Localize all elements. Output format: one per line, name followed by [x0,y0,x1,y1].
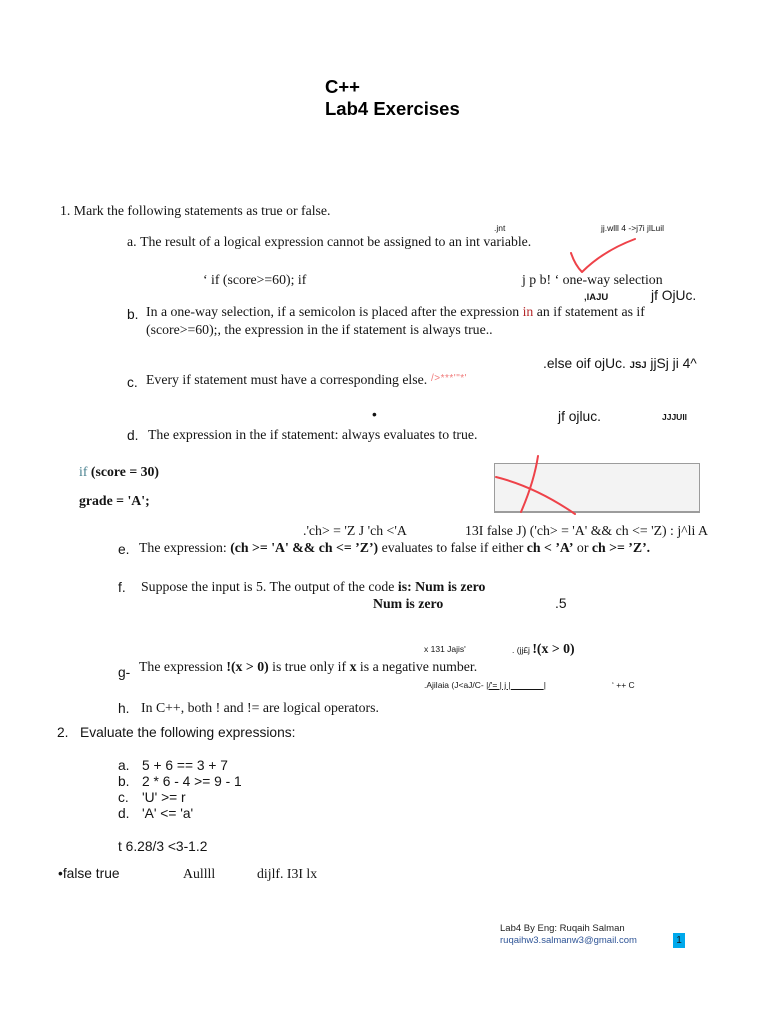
annotation-line [424,681,546,690]
expression-text: 5 + 6 == 3 + 7 [142,758,228,773]
annotation-text: 13I false J) ('ch> = 'A' && ch <= 'Z) : j^li A [465,523,708,538]
annotation-text: jjSj ji 4^ [646,356,697,371]
statement-label: e. [118,542,130,557]
annotation-text: dijlf. I3I lx [257,866,318,881]
annotation-text: Aullll [183,866,216,881]
code-assignment-line: grade = 'A'; [79,493,150,508]
statement-c: Every if statement must have a corresponding else. [146,372,428,387]
annotation-text: •false true [58,866,120,881]
code-expression: ch < ’A’ [526,540,574,555]
expression-label: c. [118,790,129,805]
expression-text: 2 * 6 - 4 >= 9 - 1 [142,774,242,789]
annotation-code: !(x > 0) [532,641,575,656]
annotation-text: .5 [555,596,567,611]
annotation-line [543,357,697,371]
code-expression: (ch >= 'A' && ch <= ’Z’) [230,540,379,555]
annotation-bullet: • [372,407,377,422]
statement-text: evaluates to false if either [378,540,527,555]
statement-text: is a negative number. [356,659,478,674]
annotation-text: . (jj£j [512,645,533,655]
statement-text: In a one-way selection, if a semicolon is placed after the expression [146,304,523,319]
statement-label: a. [127,234,137,249]
expression-label: d. [118,806,130,821]
red-check-mark [571,239,635,272]
course-language-heading: C++ [325,76,360,97]
statement-f [141,580,485,594]
statement-g [139,660,477,674]
answer-box [494,463,700,513]
statement-d: The expression in the if statement: always evaluates to true. [148,427,478,442]
annotation-text: |/'= | j |_______| [486,680,546,690]
statement-b-line-2: (score>=60);, the expression in the if statement is always true.. [146,322,493,337]
page-title: Lab4 Exercises [325,98,460,119]
statement-e [139,541,650,555]
statement-h: In C++, both ! and != are logical operators. [141,700,379,715]
statement-text: The expression [139,659,227,674]
annotation-text: .'ch> = 'Z J 'ch <'A [303,523,407,538]
question-1-heading: 1. Mark the following statements as true or false. [60,203,331,218]
annotation-text: ,lAJU [584,292,609,303]
annotation-text: jf ojluc. [558,409,601,424]
annotation-text: JSJ [629,360,647,371]
annotation-text: .else oif ojUc. [543,356,630,371]
statement-text: or [573,540,592,555]
code-condition: (score = 30) [87,464,160,479]
footer-email-link[interactable]: ruqaihw3.salmanw3@gmail.com [500,935,637,946]
code-output: is: Num is zero [397,579,486,594]
statement-text: Suppose the input is 5. The output of the code [141,579,398,594]
annotation-text: jf OjUc. [651,288,697,303]
annotation-text: x 131 Jajis' [424,644,466,654]
annotation-text: .Ajilaia (J<aJ/C- [424,680,487,690]
annotation-text: .jnt [494,223,506,233]
expression-label: a. [118,758,130,773]
code-keyword: if [79,464,88,479]
expression-text: 'A' <= 'a' [142,806,194,821]
statement-label: d. [127,428,139,443]
annotation-text: j p b! ‘ one-way selection [522,272,663,287]
statement-text: The expression: [139,540,231,555]
statement-text: The result of a logical expression cannot be assigned to an int variable. [140,234,532,249]
footer-author: Lab4 By Eng: Ruqaih Salman [500,923,625,934]
question-2-prompt: Evaluate the following expressions: [80,725,296,740]
code-if-line [79,465,159,479]
annotation-text: t 6.28/3 <3-1.2 [118,839,208,854]
code-expression: !(x > 0) [226,659,269,674]
statement-label: f. [118,580,126,595]
statement-label: g- [118,665,131,680]
code-expression: ch >= ’Z’. [591,540,651,555]
statement-text: is true only if [268,659,350,674]
expression-text: 'U' >= r [142,790,186,805]
statement-label: c. [127,375,138,390]
annotation-text: jj.wlll 4 ->j7i jlLuil [601,223,665,233]
annotation-line [512,642,575,656]
code-output-repeat: Num is zero [373,596,444,611]
statement-label: h. [118,701,130,716]
annotation-text: JJJUll [662,412,688,422]
statement-a [127,235,531,249]
highlighted-word: in [522,304,534,319]
statement-label: b. [127,307,139,322]
statement-b-line-1 [146,305,645,319]
page-number-badge: 1 [673,933,685,948]
expression-label: b. [118,774,130,789]
code-variable: x [349,659,357,674]
question-2-number: 2. [57,725,69,740]
annotation-text: ‘ if (score>=60); if [203,272,307,287]
annotation-text: ‘ ++ C [612,680,635,690]
statement-text: an if statement as if [533,304,645,319]
scribble-mark: />***'"*' [431,373,468,384]
